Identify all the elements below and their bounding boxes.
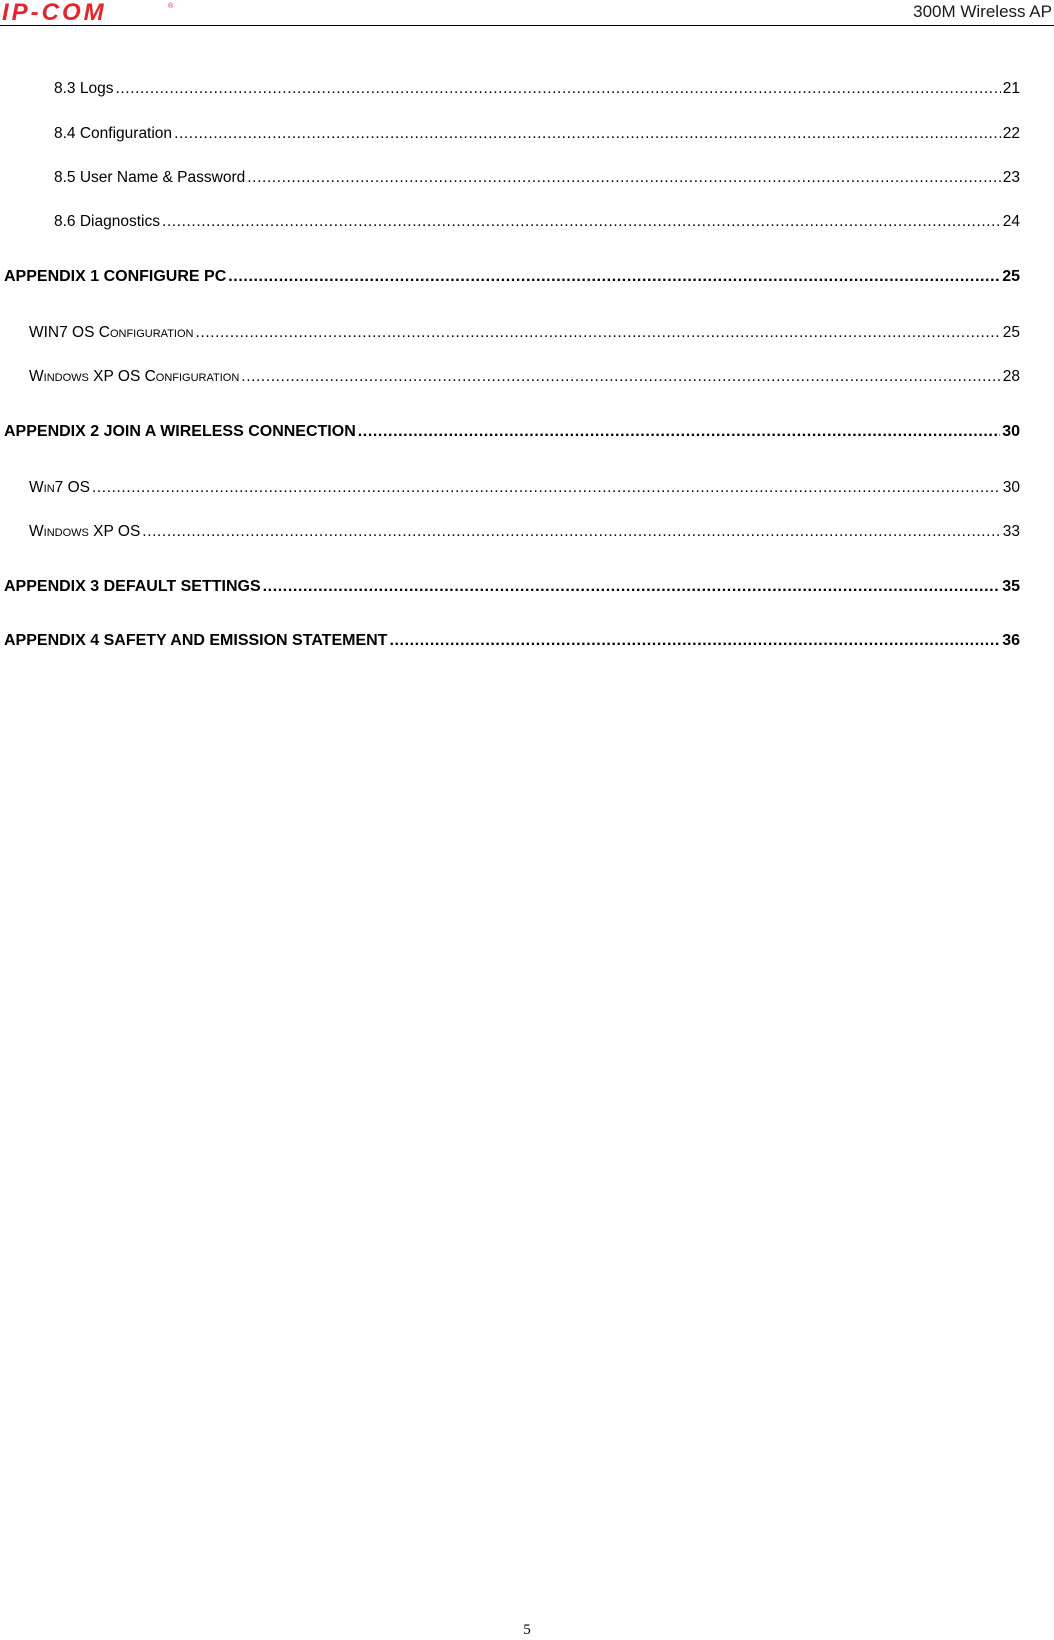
toc-leader-dots	[115, 80, 1000, 98]
toc-entry-label: APPENDIX 2 JOIN A WIRELESS CONNECTION	[4, 423, 356, 440]
toc-page-number: 30	[1002, 423, 1020, 440]
toc-entry-appendix[interactable]	[4, 632, 1020, 650]
toc-page-number: 30	[1002, 479, 1020, 496]
toc-entry[interactable]	[29, 324, 1020, 342]
toc-entry[interactable]	[54, 80, 1020, 98]
toc-entry-appendix[interactable]	[4, 423, 1020, 441]
toc-entry-label: 8.6 Diagnostics	[54, 213, 160, 230]
toc-entry-label: WINDOWS XP OS	[29, 523, 141, 540]
toc-leader-dots	[142, 523, 1000, 541]
toc-entry-label: APPENDIX 3 DEFAULT SETTINGS	[4, 578, 261, 595]
toc-entry-label: WIN7 OS	[29, 479, 90, 496]
toc-entry-label: 8.5 User Name & Password	[54, 169, 246, 186]
toc-entry-label: APPENDIX 4 SAFETY AND EMISSION STATEMENT	[4, 632, 388, 649]
toc-entry-label: 8.4 Configuration	[54, 125, 173, 142]
toc-page-number: 36	[1002, 632, 1020, 649]
page-number: 5	[523, 1622, 531, 1638]
toc-leader-dots	[358, 423, 1000, 441]
toc-page-number: 23	[1002, 169, 1020, 186]
ip-com-logo	[0, 0, 178, 24]
toc-page-number: 35	[1002, 578, 1020, 595]
page-header	[0, 0, 1054, 26]
toc-leader-dots	[228, 268, 1000, 286]
toc-entry-label: 8.3 Logs	[54, 80, 114, 97]
toc-leader-dots	[389, 632, 1000, 650]
toc-entry[interactable]	[54, 169, 1020, 187]
toc-page-number: 25	[1002, 324, 1020, 341]
toc-entry[interactable]	[29, 479, 1020, 497]
toc-entry[interactable]	[54, 125, 1020, 143]
toc-leader-dots	[92, 479, 1001, 497]
svg-text:IP-COM: IP-COM	[2, 0, 107, 24]
toc-entry-label: WIN7 OS CONFIGURATION	[29, 324, 194, 341]
toc-page-number: 33	[1002, 523, 1020, 540]
toc-entry-label: WINDOWS XP OS CONFIGURATION	[29, 368, 240, 385]
toc-leader-dots	[263, 578, 1001, 596]
toc-entry[interactable]	[29, 368, 1020, 386]
document-title: 300M Wireless AP	[913, 2, 1052, 21]
toc-page-number: 22	[1002, 125, 1020, 142]
toc-page-number: 28	[1002, 368, 1020, 385]
toc-entry[interactable]	[29, 523, 1020, 541]
toc-leader-dots	[247, 169, 1001, 187]
toc-leader-dots	[162, 213, 1001, 231]
toc-leader-dots	[195, 324, 1000, 342]
toc-entry[interactable]	[54, 213, 1020, 231]
toc-entry-label: APPENDIX 1 CONFIGURE PC	[4, 268, 227, 285]
toc-page-number: 24	[1002, 213, 1020, 230]
toc-entry-appendix[interactable]	[4, 268, 1020, 286]
header-divider	[0, 25, 1054, 26]
toc-page-number: 21	[1002, 80, 1020, 97]
toc-leader-dots	[174, 125, 1001, 143]
toc-leader-dots	[241, 368, 1000, 386]
svg-text:®: ®	[168, 3, 174, 10]
toc-entry-appendix[interactable]	[4, 578, 1020, 596]
toc-page-number: 25	[1002, 268, 1020, 285]
